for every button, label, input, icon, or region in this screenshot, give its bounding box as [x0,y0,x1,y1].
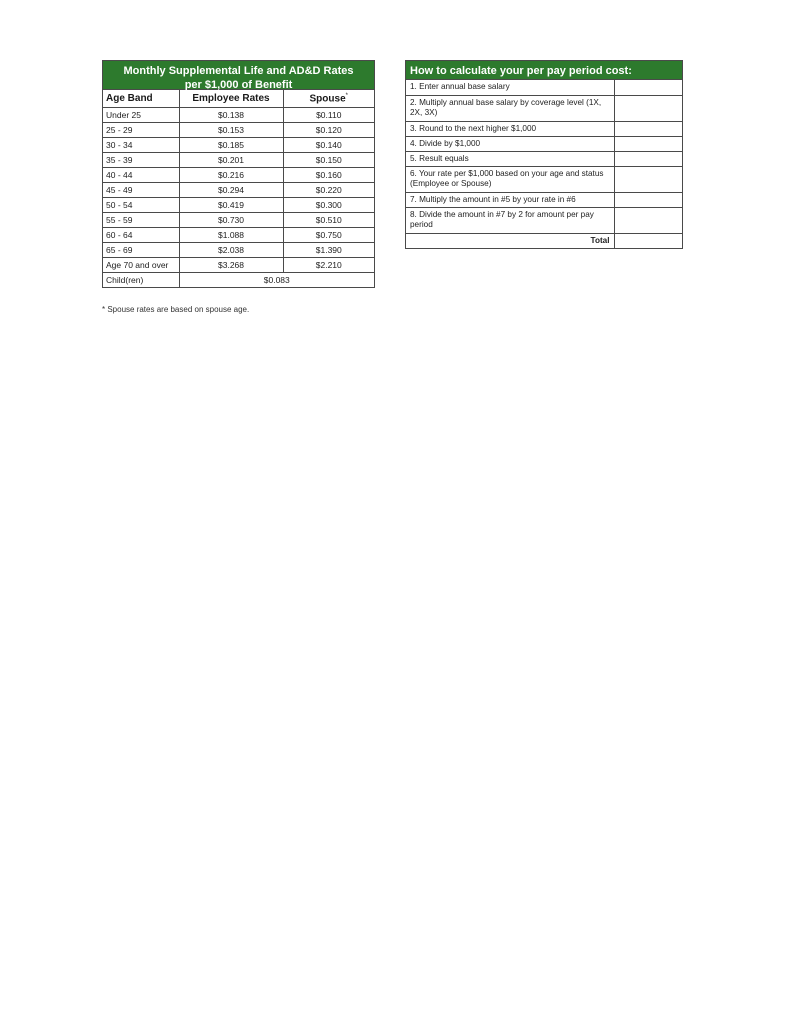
age-band-cell: 30 - 34 [103,137,179,152]
calc-row [406,166,682,192]
calc-total-row [406,233,682,248]
age-band-cell: 60 - 64 [103,227,179,242]
calc-step-label: 3. Round to the next higher $1,000 [406,121,614,136]
spouse-rate-cell: $0.150 [283,152,374,167]
rates-table [102,60,375,288]
calc-value-cell[interactable] [614,166,682,192]
age-band-cell: 65 - 69 [103,242,179,257]
calc-step-label: 7. Multiply the amount in #5 by your rate in #6 [406,192,614,207]
age-band-cell: 40 - 44 [103,167,179,182]
table-row [103,257,374,272]
spouse-header-label: Spouse [309,92,346,104]
calc-step-label: 2. Multiply annual base salary by coverage level (1X, 2X, 3X) [406,95,614,121]
age-band-cell: Under 25 [103,107,179,122]
employee-rate-cell: $0.201 [179,152,283,167]
employee-rate-cell: $2.038 [179,242,283,257]
spouse-rate-cell: $0.750 [283,227,374,242]
rates-header-row [103,90,374,107]
spouse-rate-cell: $0.510 [283,212,374,227]
employee-rate-cell: $0.153 [179,122,283,137]
employee-rate-cell: $0.138 [179,107,283,122]
calc-total-label: Total [406,233,614,248]
table-row [103,107,374,122]
age-band-header: Age Band [103,90,179,107]
calc-value-cell[interactable] [614,207,682,233]
table-row [103,197,374,212]
age-band-cell: 45 - 49 [103,182,179,197]
cost-calculation-table [405,60,683,249]
rates-grid [103,90,374,287]
employee-rate-cell: $3.268 [179,257,283,272]
employee-rates-header: Employee Rates [179,90,283,107]
age-band-cell: Age 70 and over [103,257,179,272]
calc-row [406,151,682,166]
table-row [103,167,374,182]
calc-value-cell[interactable] [614,80,682,95]
calc-row [406,95,682,121]
spouse-footnote: * Spouse rates are based on spouse age. [102,305,250,314]
table-row [103,212,374,227]
calc-value-cell[interactable] [614,136,682,151]
calc-step-label: 1. Enter annual base salary [406,80,614,95]
calc-row [406,207,682,233]
spouse-footnote-marker: * [345,92,348,99]
calc-step-label: 4. Divide by $1,000 [406,136,614,151]
rates-title-line1: Monthly Supplemental Life and AD&D Rates [123,65,354,77]
spouse-rate-cell: $0.140 [283,137,374,152]
rates-title-line2: per $1,000 of Benefit [184,79,293,91]
spouse-rate-cell: $1.390 [283,242,374,257]
calc-value-cell[interactable] [614,121,682,136]
calc-row [406,80,682,95]
calc-step-label: 5. Result equals [406,151,614,166]
table-row [103,182,374,197]
calc-value-cell[interactable] [614,192,682,207]
spouse-rate-cell: $0.220 [283,182,374,197]
spouse-header [283,90,374,107]
employee-rate-cell: $0.294 [179,182,283,197]
child-label-cell: Child(ren) [103,272,179,287]
child-row [103,272,374,287]
employee-rate-cell: $0.419 [179,197,283,212]
calc-table-title: How to calculate your per pay period cost: [406,61,682,80]
age-band-cell: 50 - 54 [103,197,179,212]
calc-grid [406,80,682,248]
employee-rate-cell: $1.088 [179,227,283,242]
calc-row [406,121,682,136]
table-row [103,122,374,137]
table-row [103,242,374,257]
calc-total-cell[interactable] [614,233,682,248]
age-band-cell: 35 - 39 [103,152,179,167]
rates-table-title [103,61,374,90]
spouse-rate-cell: $0.110 [283,107,374,122]
spouse-rate-cell: $0.160 [283,167,374,182]
calc-row [406,192,682,207]
spouse-rate-cell: $2.210 [283,257,374,272]
spouse-rate-cell: $0.300 [283,197,374,212]
table-row [103,152,374,167]
calc-step-label: 6. Your rate per $1,000 based on your age and status (Employee or Spouse) [406,166,614,192]
calc-value-cell[interactable] [614,151,682,166]
spouse-rate-cell: $0.120 [283,122,374,137]
age-band-cell: 25 - 29 [103,122,179,137]
employee-rate-cell: $0.185 [179,137,283,152]
child-rate-cell: $0.083 [179,272,374,287]
calc-row [406,136,682,151]
calc-step-label: 8. Divide the amount in #7 by 2 for amount per pay period [406,207,614,233]
calc-value-cell[interactable] [614,95,682,121]
age-band-cell: 55 - 59 [103,212,179,227]
employee-rate-cell: $0.216 [179,167,283,182]
table-row [103,227,374,242]
employee-rate-cell: $0.730 [179,212,283,227]
table-row [103,137,374,152]
